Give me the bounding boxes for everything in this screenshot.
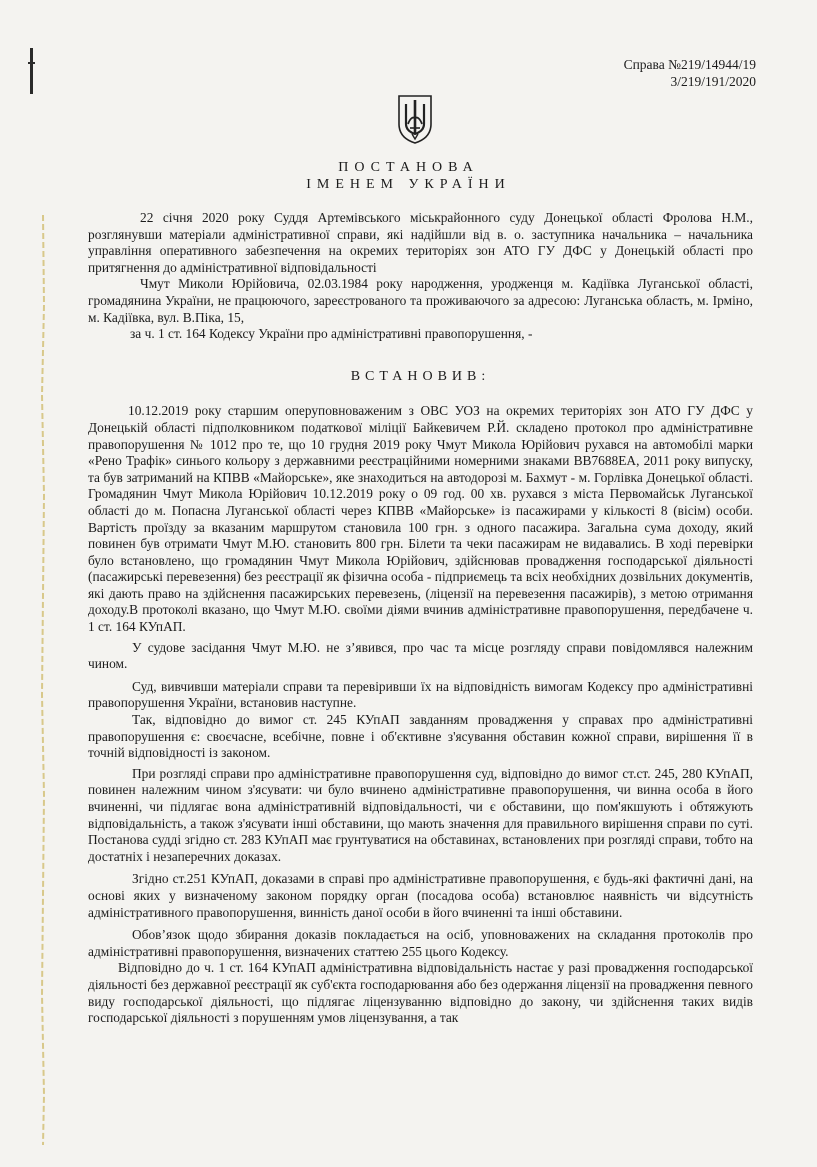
- page-edge-mark: [28, 62, 35, 64]
- defendant-paragraph: Чмут Миколи Юрійовича, 02.03.1984 року народження, уродженця м. Кадіївка Луганської області, громадянина України, не працюючого, зареєстрованого та проживаючого за адресою: Луганська область, м. Ірміно, м. Кадіївка, вул. В.Піка, 15,: [88, 276, 753, 325]
- body-paragraph: Відповідно до ч. 1 ст. 164 КУпАП адміністративна відповідальність настає у разі провадження господарської діяльності без державної реєстрації як суб'єкта господарювання або без одержання ліцензії на провадження певного виду господарської діяльності, що підлягає ліцензуванню відповідно до закону, чи здійснення таких видів господарської діяльності з порушенням умов ліцензування, а так: [88, 960, 753, 1026]
- article-line: за ч. 1 ст. 164 Кодексу України про адміністративні правопорушення, -: [130, 326, 533, 342]
- body-paragraph: 10.12.2019 року старшим оперуповноваженим з ОВС УОЗ на окремих територіях зон АТО ГУ ДФС у Донецькій області підполковником податкової міліції Байкевичем Р.Й. складено протокол про адміністративне правопорушення № 1012 про те, що 10 грудня 2019 року Чмут Микола Юрійович рухався на автомобілі марки «Рено Трафік» синього кольору з державними реєстраційними номерними знаками ВВ7688ЕА, 2011 року випуску, та був затриманий на КПВВ «Майорське», яке знаходиться на автодорозі м. Бахмут - м. Горлівка Донецької області. Громадянин Чмут Микола Юрійович 10.12.2019 року о 09 год. 00 хв. рухався з міста Первомайськ Луганської області до м. Попасна Луганської області через КПВВ «Майорське» із пасажирами у кількості 8 (вісім) особи. Вартість проїзду за вказаним маршрутом становила 100 грн. з одного пасажира. Загальна сума доходу, який повинен був отримати Чмут М.Ю. становить 800 грн. Білети та чеки пасажирам не видавались. В ході перевірки було встановлено, що громадянин Чмут Микола Юрійович, здійснював провадження господарської діяльності (пасажирські перевезення) без реєстрації як фізична особа - підприємець та всіх необхідних дозвільних документів, які дають право на здійснення пасажирських перевезень, (ліцензії на перевезення пасажирів), з метою отримання доходу.В протоколі вказано, що Чмут М.Ю. своїми діями вчинив адміністративне правопорушення, передбачене ч. 1 ст. 164 КУпАП.: [88, 403, 753, 635]
- body-paragraph: У судове засідання Чмут М.Ю. не з’явився, про час та місце розгляду справи повідомлявся належним чином.: [88, 639, 753, 672]
- binding-thread: [40, 215, 46, 1145]
- document-title: ПОСТАНОВА: [338, 160, 479, 175]
- document-body: [88, 210, 753, 1027]
- case-number-line1: Справа №219/14944/19: [623, 57, 756, 72]
- section-title: ВСТАНОВИВ:: [350, 368, 491, 384]
- page-edge-mark: [30, 48, 33, 94]
- document-subtitle: ІМЕНЕМ УКРАЇНИ: [306, 177, 511, 192]
- case-number: [624, 56, 756, 90]
- trident-coat-of-arms-icon: [397, 94, 433, 144]
- intro-paragraph: 22 січня 2020 року Суддя Артемівського міськрайонного суду Донецької області Фролова Н.М., розглянувши матеріали адміністративної справи, які надійшли від в. о. заступника начальника – начальника управління оперативного забезпечення на окремих територіях зон АТО ГУ ДФС у Донецькій області про притягнення до адміністративної відповідальності: [88, 210, 753, 275]
- case-number-line2: 3/219/191/2020: [670, 74, 756, 89]
- body-paragraph: Суд, вивчивши матеріали справи та перевіривши їх на відповідність вимогам Кодексу про адміністративні правопорушення України, встановив наступне.: [88, 678, 753, 711]
- body-paragraph: Згідно ст.251 КУпАП, доказами в справі про адміністративне правопорушення, є будь-які фактичні дані, на основі яких у визначеному законом порядку орган (посадова особа) встановлює наявність чи відсутність адміністративного правопорушення, винність даної особи в його вчиненні та інші обставини.: [88, 871, 753, 920]
- body-paragraph: Обов’язок щодо збирання доказів покладається на осіб, уповноважених на складання протоколів про адміністративні правопорушення, визначених статтею 255 цього Кодексу.: [88, 927, 753, 959]
- body-paragraph: При розгляді справи про адміністративне правопорушення суд, відповідно до вимог ст.ст. 245, 280 КУпАП, повинен належним чином з'ясувати: чи було вчинено адміністративне правопорушення, чи винна особа в його вчиненні, чи підлягає вона адміністративній відповідальності, чи є обставини, що пом'якшують і обтяжують відповідальність, а також з'ясувати інші обставини, що мають значення для правильного вирішення справи по суті. Постанова судді згідно ст. 283 КУпАП має грунтуватися на обставинах, встановлених при розгляді справи, тобто на достатніх і незаперечних доказах.: [88, 765, 753, 864]
- body-paragraph: Так, відповідно до вимог ст. 245 КУпАП завданням провадження у справах про адміністративні правопорушення є: своєчасне, всебічне, повне і об'єктивне з'ясування обставин кожної справи, вирішення її в точній відповідності із законом.: [88, 712, 753, 761]
